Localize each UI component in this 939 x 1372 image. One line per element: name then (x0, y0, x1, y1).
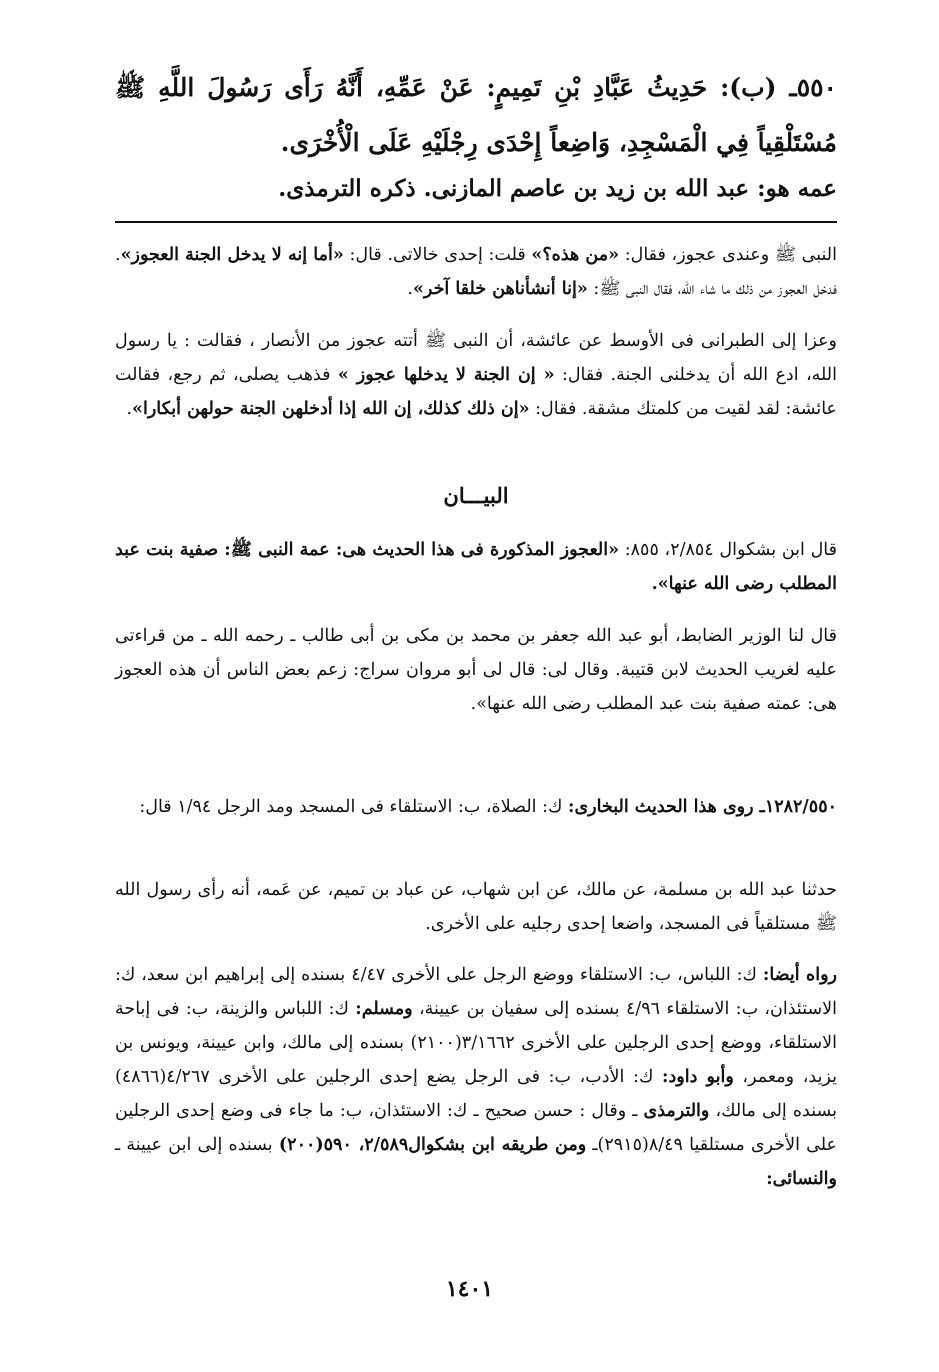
quote-text: «من هذه؟» (531, 245, 620, 265)
sources-label: رواه أيضا: (762, 965, 837, 985)
footnote-divider (115, 221, 837, 223)
sources-text: ك: الصلاة، ب: الاستلقاء فى المسجد ومد الرجل ١/٩٤ قال: (139, 797, 568, 817)
footnote-text: فذهب يصلى، ثم رجع، فقالت عائشة: لقد لقيت من كلمتك مشقة. فقال: (115, 365, 837, 419)
hadith-body: حَدِيثُ عَبَّادِ بْنِ تَمِيمٍ: عَنْ عَمِّهِ، أَنَّهُ رَأَى رَسُولَ اللَّهِ ﷺ مُسْتَلْقِياً فِي الْمَسْجِدِ، وَاضِعاً إِحْدَى رِجْلَيْهِ عَلَى الْأُخْرَى. (115, 73, 837, 157)
footnote-text: . (126, 399, 133, 419)
sources-text: ك: الأدب، ب: فى الرجل يضع إحدى الرجلين على الأخرى ٤/٢٦٧(٤٨٦٦) بسنده إلى مالك، (115, 1067, 837, 1121)
sources-text: ـ وقال : حسن صحيح ـ ك: الاستئذان، ب: ما جاء فى وضع إحدى الرجلين على الأخرى مستلقيا ٨/٤٩(٢٩١٥)ـ (115, 1101, 837, 1155)
sources-text: بسنده إلى ابن عيينة ـ (115, 1135, 279, 1155)
sources-text: ك: اللباس، ب: الاستلقاء ووضع الرجل على الأخرى ٤/٤٧ بسنده إلى إبراهيم ابن سعد، ك: الاستئذان، ب: الاستلقاء ٤/٩٦ بسنده إلى سفيان بن عيينة، (115, 965, 837, 1019)
footnote-text: وعزا إلى الطبرانى فى الأوسط عن عائشة، أن النبى ﷺ أتته عجوز من الأنصار ، فقالت : يا رسول الله، ادع الله أن يدخلنى الجنة. فقال: (115, 331, 837, 385)
sources-paragraph-1 (115, 790, 837, 824)
quote-text: «أما إنه لا يدخل الجنة العجوز» (120, 245, 344, 265)
sources-text: ك: اللباس والزينة، ب: فى إباحة الاستلقاء، ووضع إحدى الرجلين على الأخرى ٣/١٦٦٢(٢١٠٠) بسنده إلى مالك، وابن عيينة، ويونس بن يزيد، ومعمر، (115, 999, 837, 1087)
footnote-text: . فدخل العجوز من ذلك ما شاء الله، فقال النبى ﷺ: (115, 245, 837, 299)
page-number: ١٤٠١ (445, 1276, 494, 1302)
section-heading: البيـــان (443, 483, 509, 508)
footnote-paragraph-1 (115, 238, 837, 306)
narrator-identification: عمه هو: عبد الله بن زيد بن عاصم المازنى. ذكره الترمذى. (278, 175, 837, 202)
sources-label: والترمذى (643, 1101, 710, 1121)
sources-paragraph-2: حدثنا عبد الله بن مسلمة، عن مالك، عن ابن شهاب، عن عباد بن تميم، عن عَمه، أنه رأى رسول الله ﷺ مستلقياً فى المسجد، واضعا إحدى رجليه على الأخرى. (115, 880, 837, 934)
bayan-quote: «العجوز المذكورة فى هذا الحديث هى: عمة النبى ﷺ: صفية بنت عبد المطلب رضى الله عنها». (115, 540, 837, 594)
sources-label: والنسائى: (766, 1169, 837, 1189)
sources-paragraph-3 (115, 958, 837, 1196)
hadith-number: ٥٥٠ـ (ب): (720, 73, 837, 102)
bayan-text: قال ابن بشكوال ٢/٨٥٤، ٨٥٥: (619, 540, 837, 560)
sources-label: وأبو داود: (662, 1067, 734, 1087)
sources-label: ١٢٨٢/٥٥٠ـ روى هذا الحديث البخارى: (567, 797, 837, 817)
hadith-text (115, 60, 837, 170)
quote-text: « إن الجنة لا يدخلها عجوز » (337, 365, 555, 385)
bayan-paragraph-1 (115, 533, 837, 601)
bayan-paragraph-2: قال لنا الوزير الضابط، أبو عبد الله جعفر بن محمد بن مكى بن أبى طالب ـ رحمه الله ـ من قراءتى عليه لغريب الحديث لابن قتيبة. وقال لى: قال لى أبو مروان سراج: زعم بعض الناس أن هذه العجوز هى: عمته صفية بنت عبد المطلب رضى الله عنها». (115, 626, 837, 714)
footnote-text: النبى ﷺ وعندى عجوز، فقال: (619, 245, 837, 265)
sources-label: ومسلم: (355, 999, 413, 1019)
quote-text: «إن ذلك كذلك، إن الله إذا أدخلهن الجنة حولهن أبكارا» (132, 399, 530, 419)
footnote-text: قلت: إحدى خالاتى. قال: (343, 245, 532, 265)
footnote-paragraph-2 (115, 324, 837, 426)
sources-label: ومن طريقه ابن بشكوال٢/٥٨٩، ٥٩٠(٢٠٠) (278, 1135, 587, 1155)
footnote-text: . (407, 279, 413, 299)
quote-text: «إنا أنشأناهن خلقا آخر» (412, 279, 588, 299)
